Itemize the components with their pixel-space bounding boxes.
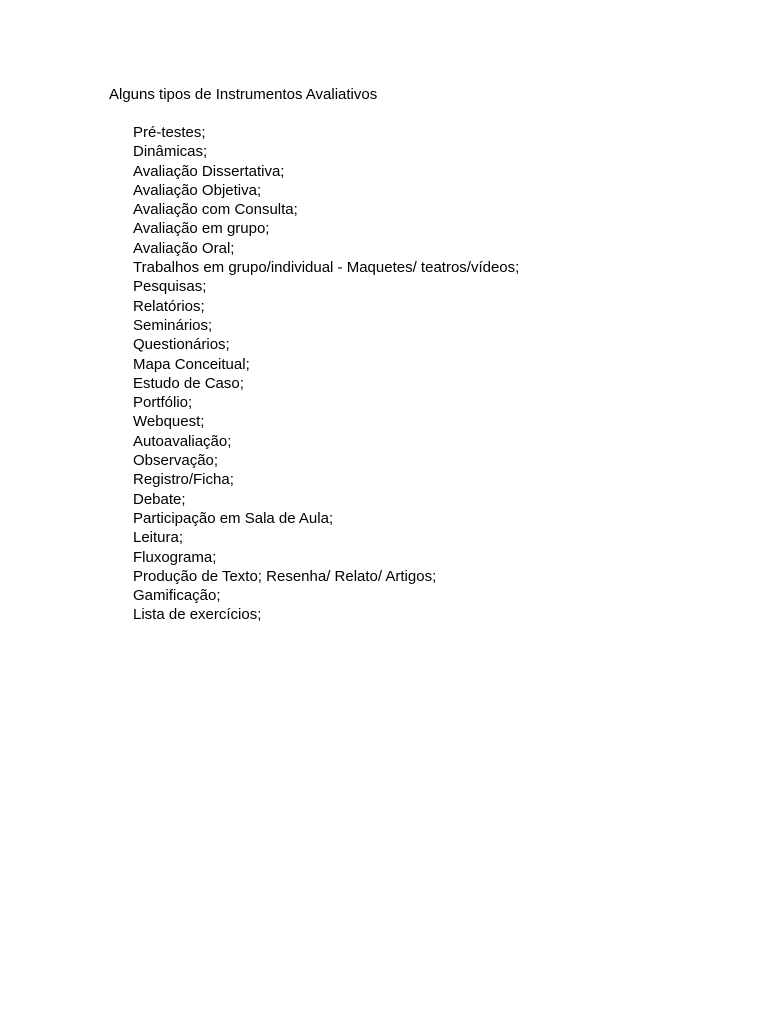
list-item: Pesquisas; — [133, 278, 207, 296]
list-item: Fluxograma; — [133, 548, 217, 566]
list-item: Estudo de Caso; — [133, 374, 244, 392]
list-item: Dinâmicas; — [133, 143, 208, 161]
list-item: Relatórios; — [133, 297, 205, 315]
list-item: Questionários; — [133, 336, 230, 354]
list-item: Seminários; — [133, 316, 213, 334]
list-item: Leitura; — [133, 529, 184, 547]
list-item: Avaliação Dissertativa; — [133, 162, 285, 180]
list-item: Registro/Ficha; — [133, 471, 234, 489]
list-item: Participação em Sala de Aula; — [133, 509, 334, 527]
list-item: Observação; — [133, 452, 219, 470]
list-item: Avaliação com Consulta; — [133, 201, 298, 219]
list-item: Gamificação; — [133, 587, 221, 605]
document-title: Alguns tipos de Instrumentos Avaliativos — [109, 86, 378, 103]
list-item: Avaliação Objetiva; — [133, 181, 262, 199]
list-item: Pré-testes; — [133, 124, 206, 141]
list-item: Mapa Conceitual; — [133, 355, 250, 373]
list-item: Autoavaliação; — [133, 432, 232, 450]
list-item: Produção de Texto; Resenha/ Relato/ Artigos; — [133, 567, 437, 585]
list-item: Debate; — [133, 490, 186, 508]
list-item: Avaliação Oral; — [133, 239, 235, 257]
list-item: Webquest; — [133, 413, 205, 431]
list-item: Trabalhos em grupo/individual - Maquetes/ teatros/vídeos; — [133, 259, 520, 277]
list-item: Avaliação em grupo; — [133, 220, 270, 238]
list-item: Lista de exercícios; — [133, 606, 262, 624]
instrument-list — [133, 123, 519, 625]
list-item: Portfólio; — [133, 394, 193, 412]
